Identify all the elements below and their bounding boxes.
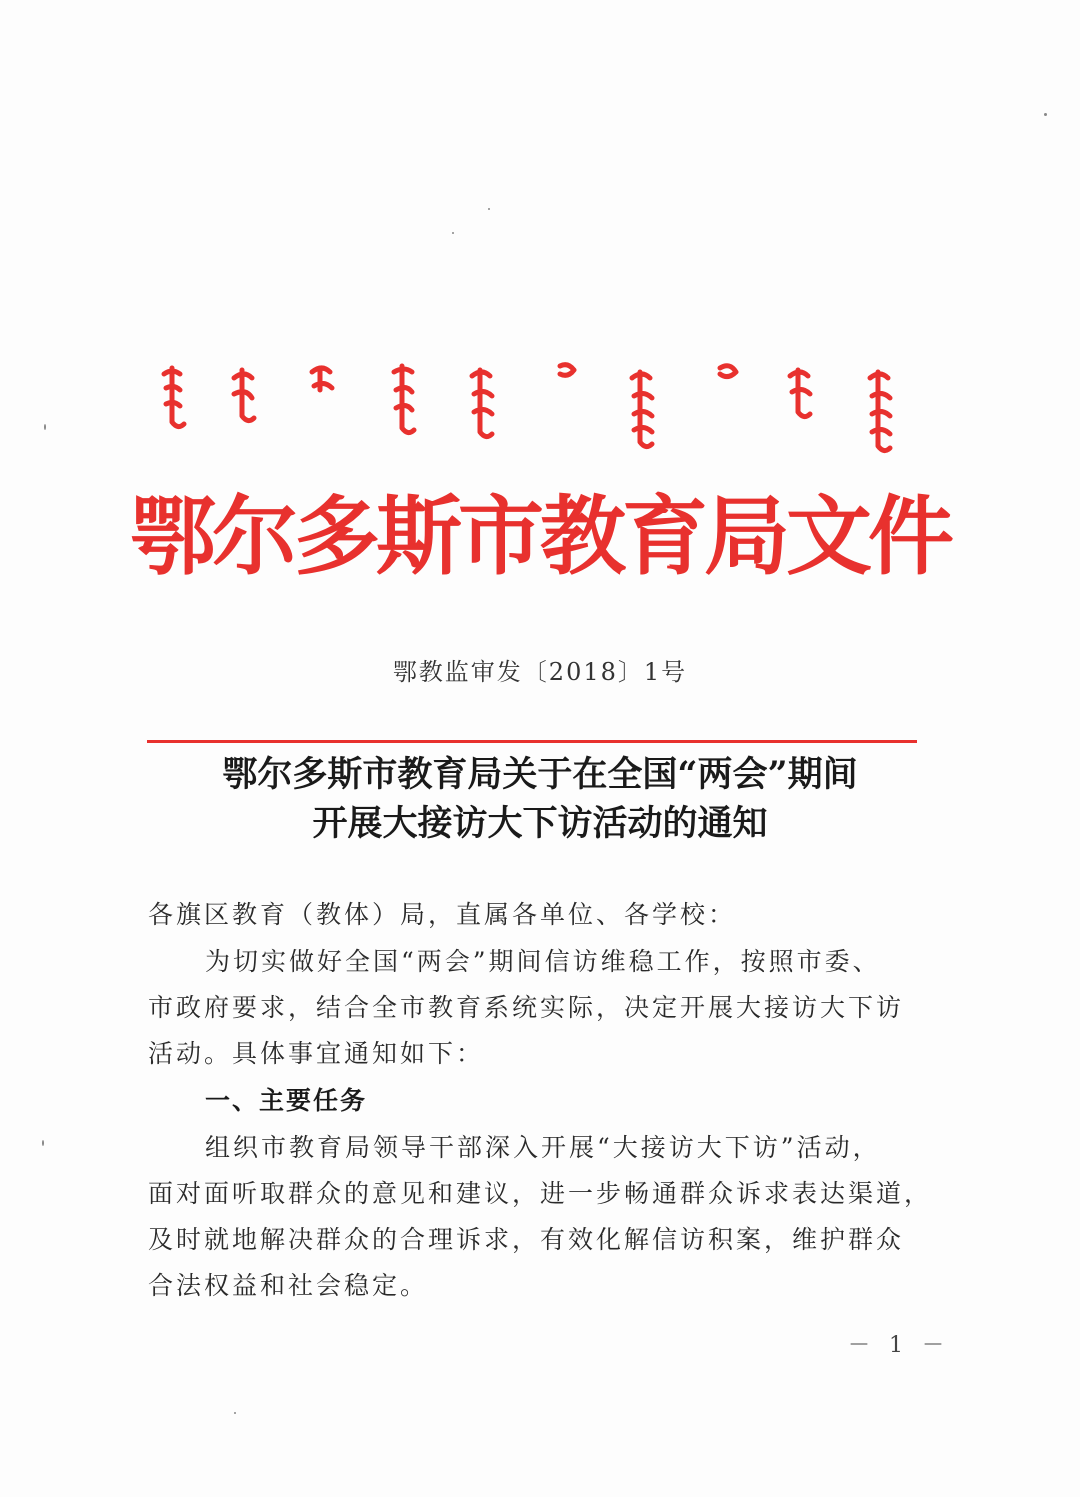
scan-speck: [234, 1412, 236, 1414]
paragraph-1-line-2: 市政府要求，结合全市教育系统实际，决定开展大接访大下访: [148, 993, 905, 1022]
paragraph-2-line-3: 及时就地解决群众的合理诉求，有效化解信访积案，维护群众: [148, 1225, 905, 1254]
scan-speck: [488, 208, 490, 210]
paragraph-1-line-3: 活动。具体事宜通知如下：: [148, 1039, 485, 1068]
scan-speck: [452, 232, 454, 234]
document-number: 鄂教监审发〔2018〕1号: [392, 658, 688, 686]
red-divider-line: [147, 740, 917, 743]
page-number: － 1 －: [848, 1333, 950, 1358]
salutation: 各旗区教育（教体）局，直属各单位、各学校：: [148, 900, 737, 929]
document-header-title: 鄂尔多斯市教育局文件: [130, 486, 950, 587]
paragraph-2-line-4: 合法权益和社会稳定。: [148, 1271, 429, 1300]
scan-speck: [42, 1140, 44, 1146]
paragraph-2-line-2: 面对面听取群众的意见和建议，进一步畅通群众诉求表达渠道，: [148, 1179, 933, 1208]
paragraph-1-line-1: 为切实做好全国“两会”期间信访维稳工作，按照市委、: [205, 947, 881, 976]
paragraph-2-line-1: 组织市教育局领导干部深入开展“大接访大下访”活动，: [205, 1133, 881, 1162]
scan-speck: [1044, 113, 1047, 116]
scan-speck: [44, 424, 46, 430]
mongolian-script-header: [150, 360, 910, 470]
notice-title-line-1: 鄂尔多斯市教育局关于在全国“两会”期间: [222, 754, 858, 795]
notice-title-line-2: 开展大接访大下访活动的通知: [312, 803, 768, 844]
section-1-heading: 一、主要任务: [205, 1086, 368, 1115]
